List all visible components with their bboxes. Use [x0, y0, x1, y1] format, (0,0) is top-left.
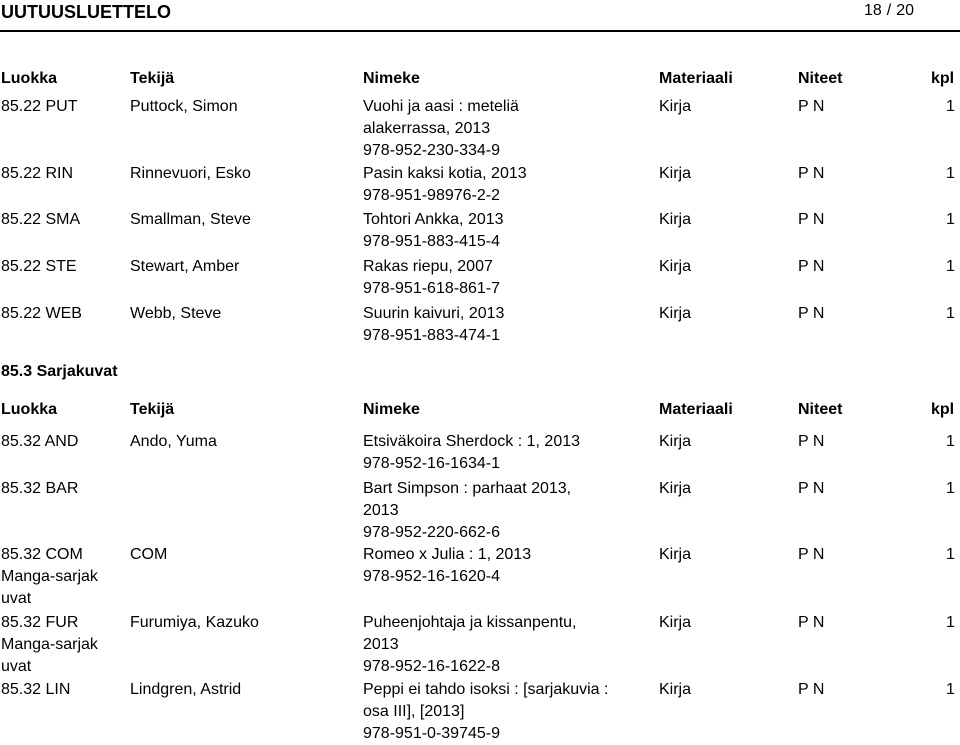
- cell-kpl: 1: [946, 165, 955, 182]
- cell-luokka-line: 85.22 SMA: [1, 211, 81, 228]
- cell-luokka-line: 85.22 PUT: [1, 98, 78, 115]
- cell-luokka-line: 85.22 STE: [1, 258, 77, 275]
- cell-niteet: P N: [798, 546, 825, 563]
- column-header-materiaali: Materiaali: [659, 70, 733, 87]
- cell-luokka-line: 85.32 AND: [1, 433, 79, 450]
- cell-materiaali: Kirja: [659, 480, 692, 497]
- cell-nimeke-line: Rakas riepu, 2007: [363, 258, 493, 275]
- cell-kpl: 1: [946, 614, 955, 631]
- cell-materiaali: Kirja: [659, 614, 692, 631]
- cell-luokka: [1, 612, 98, 678]
- cell-nimeke-line: 978-952-16-1634-1: [363, 455, 500, 472]
- cell-luokka-line: uvat: [1, 590, 32, 607]
- cell-nimeke-line: 978-952-230-334-9: [363, 142, 500, 159]
- column-header-nimeke: Nimeke: [363, 70, 420, 87]
- cell-niteet: P N: [798, 614, 825, 631]
- cell-niteet: P N: [798, 480, 825, 497]
- cell-nimeke-line: 978-952-220-662-6: [363, 524, 500, 541]
- column-header-tekija: Tekijä: [130, 70, 175, 87]
- cell-luokka: [1, 544, 98, 610]
- cell-nimeke-line: Vuohi ja aasi : meteliä: [363, 98, 519, 115]
- column-header-nimeke: Nimeke: [363, 401, 420, 418]
- cell-luokka-line: 85.32 COM: [1, 546, 83, 563]
- cell-luokka: [1, 256, 77, 278]
- cell-nimeke-line: 2013: [363, 502, 399, 519]
- cell-nimeke-line: 978-951-0-39745-9: [363, 725, 500, 742]
- cell-nimeke: [363, 163, 527, 207]
- cell-tekija: COM: [130, 546, 168, 563]
- cell-nimeke-line: Peppi ei tahdo isoksi : [sarjakuvia :: [363, 681, 609, 698]
- document-title: UUTUUSLUETTELO: [1, 2, 171, 22]
- column-header-niteet: Niteet: [798, 401, 843, 418]
- cell-nimeke: [363, 303, 504, 347]
- cell-kpl: 1: [946, 305, 955, 322]
- cell-tekija: Ando, Yuma: [130, 433, 217, 450]
- column-header-niteet: Niteet: [798, 70, 843, 87]
- cell-niteet: P N: [798, 681, 825, 698]
- cell-tekija: Lindgren, Astrid: [130, 681, 242, 698]
- cell-materiaali: Kirja: [659, 681, 692, 698]
- cell-kpl: 1: [946, 546, 955, 563]
- cell-tekija: Puttock, Simon: [130, 98, 238, 115]
- cell-materiaali: Kirja: [659, 258, 692, 275]
- cell-luokka: [1, 303, 82, 325]
- cell-nimeke: [363, 256, 500, 300]
- cell-luokka: [1, 478, 78, 500]
- cell-materiaali: Kirja: [659, 165, 692, 182]
- cell-nimeke-line: Romeo x Julia : 1, 2013: [363, 546, 532, 563]
- cell-niteet: P N: [798, 98, 825, 115]
- cell-luokka: [1, 96, 77, 118]
- cell-luokka-line: 85.32 FUR: [1, 614, 79, 631]
- cell-tekija: Smallman, Steve: [130, 211, 251, 228]
- cell-nimeke: [363, 544, 531, 588]
- cell-nimeke-line: Suurin kaivuri, 2013: [363, 305, 505, 322]
- cell-luokka: [1, 431, 78, 453]
- cell-nimeke-line: Tohtori Ankka, 2013: [363, 211, 504, 228]
- cell-kpl: 1: [946, 211, 955, 228]
- cell-materiaali: Kirja: [659, 433, 692, 450]
- cell-nimeke-line: 978-951-98976-2-2: [363, 187, 500, 204]
- cell-nimeke-line: 978-951-618-861-7: [363, 280, 500, 297]
- cell-luokka-line: 85.32 LIN: [1, 681, 71, 698]
- cell-nimeke: [363, 431, 580, 475]
- cell-nimeke-line: 978-952-16-1620-4: [363, 568, 500, 585]
- cell-nimeke-line: Etsiväkoira Sherdock : 1, 2013: [363, 433, 581, 450]
- cell-tekija: Furumiya, Kazuko: [130, 614, 259, 631]
- cell-nimeke-line: 2013: [363, 636, 399, 653]
- cell-luokka: [1, 163, 73, 185]
- cell-tekija: Webb, Steve: [130, 305, 222, 322]
- cell-nimeke: [363, 612, 577, 678]
- cell-nimeke: [363, 679, 608, 745]
- cell-tekija: Rinnevuori, Esko: [130, 165, 251, 182]
- column-header-tekija: Tekijä: [130, 401, 175, 418]
- cell-luokka-line: uvat: [1, 658, 32, 675]
- cell-luokka-line: Manga-sarjak: [1, 568, 98, 585]
- cell-materiaali: Kirja: [659, 546, 692, 563]
- header-rule: [0, 30, 960, 32]
- page-current: 18: [864, 2, 882, 19]
- column-header-kpl: kpl: [931, 401, 955, 418]
- cell-tekija: Stewart, Amber: [130, 258, 240, 275]
- page-separator: /: [886, 2, 892, 19]
- cell-nimeke-line: osa III], [2013]: [363, 703, 465, 720]
- cell-luokka-line: 85.22 WEB: [1, 305, 82, 322]
- cell-niteet: P N: [798, 258, 825, 275]
- cell-kpl: 1: [946, 98, 955, 115]
- cell-nimeke: [363, 209, 504, 253]
- cell-nimeke-line: alakerrassa, 2013: [363, 120, 491, 137]
- cell-nimeke: [363, 478, 571, 544]
- cell-luokka: [1, 679, 70, 701]
- cell-niteet: P N: [798, 433, 825, 450]
- column-header-materiaali: Materiaali: [659, 401, 733, 418]
- cell-nimeke-line: Puheenjohtaja ja kissanpentu,: [363, 614, 577, 631]
- cell-nimeke-line: 978-951-883-415-4: [363, 233, 500, 250]
- cell-nimeke-line: Pasin kaksi kotia, 2013: [363, 165, 527, 182]
- cell-luokka: [1, 209, 80, 231]
- cell-kpl: 1: [946, 480, 955, 497]
- cell-nimeke-line: Bart Simpson : parhaat 2013,: [363, 480, 572, 497]
- section-title: 85.3 Sarjakuvat: [1, 363, 118, 380]
- cell-kpl: 1: [946, 433, 955, 450]
- cell-nimeke: [363, 96, 519, 162]
- cell-materiaali: Kirja: [659, 98, 692, 115]
- cell-materiaali: Kirja: [659, 305, 692, 322]
- cell-kpl: 1: [946, 258, 955, 275]
- cell-nimeke-line: 978-952-16-1622-8: [363, 658, 500, 675]
- cell-luokka-line: 85.32 BAR: [1, 480, 79, 497]
- cell-kpl: 1: [946, 681, 955, 698]
- cell-niteet: P N: [798, 305, 825, 322]
- cell-luokka-line: Manga-sarjak: [1, 636, 98, 653]
- cell-luokka-line: 85.22 RIN: [1, 165, 74, 182]
- cell-materiaali: Kirja: [659, 211, 692, 228]
- column-header-luokka: Luokka: [1, 70, 58, 87]
- cell-niteet: P N: [798, 165, 825, 182]
- column-header-luokka: Luokka: [1, 401, 58, 418]
- page-total: 20: [896, 2, 915, 19]
- cell-nimeke-line: 978-951-883-474-1: [363, 327, 500, 344]
- page-number: [864, 2, 914, 20]
- cell-niteet: P N: [798, 211, 825, 228]
- column-header-kpl: kpl: [931, 70, 955, 87]
